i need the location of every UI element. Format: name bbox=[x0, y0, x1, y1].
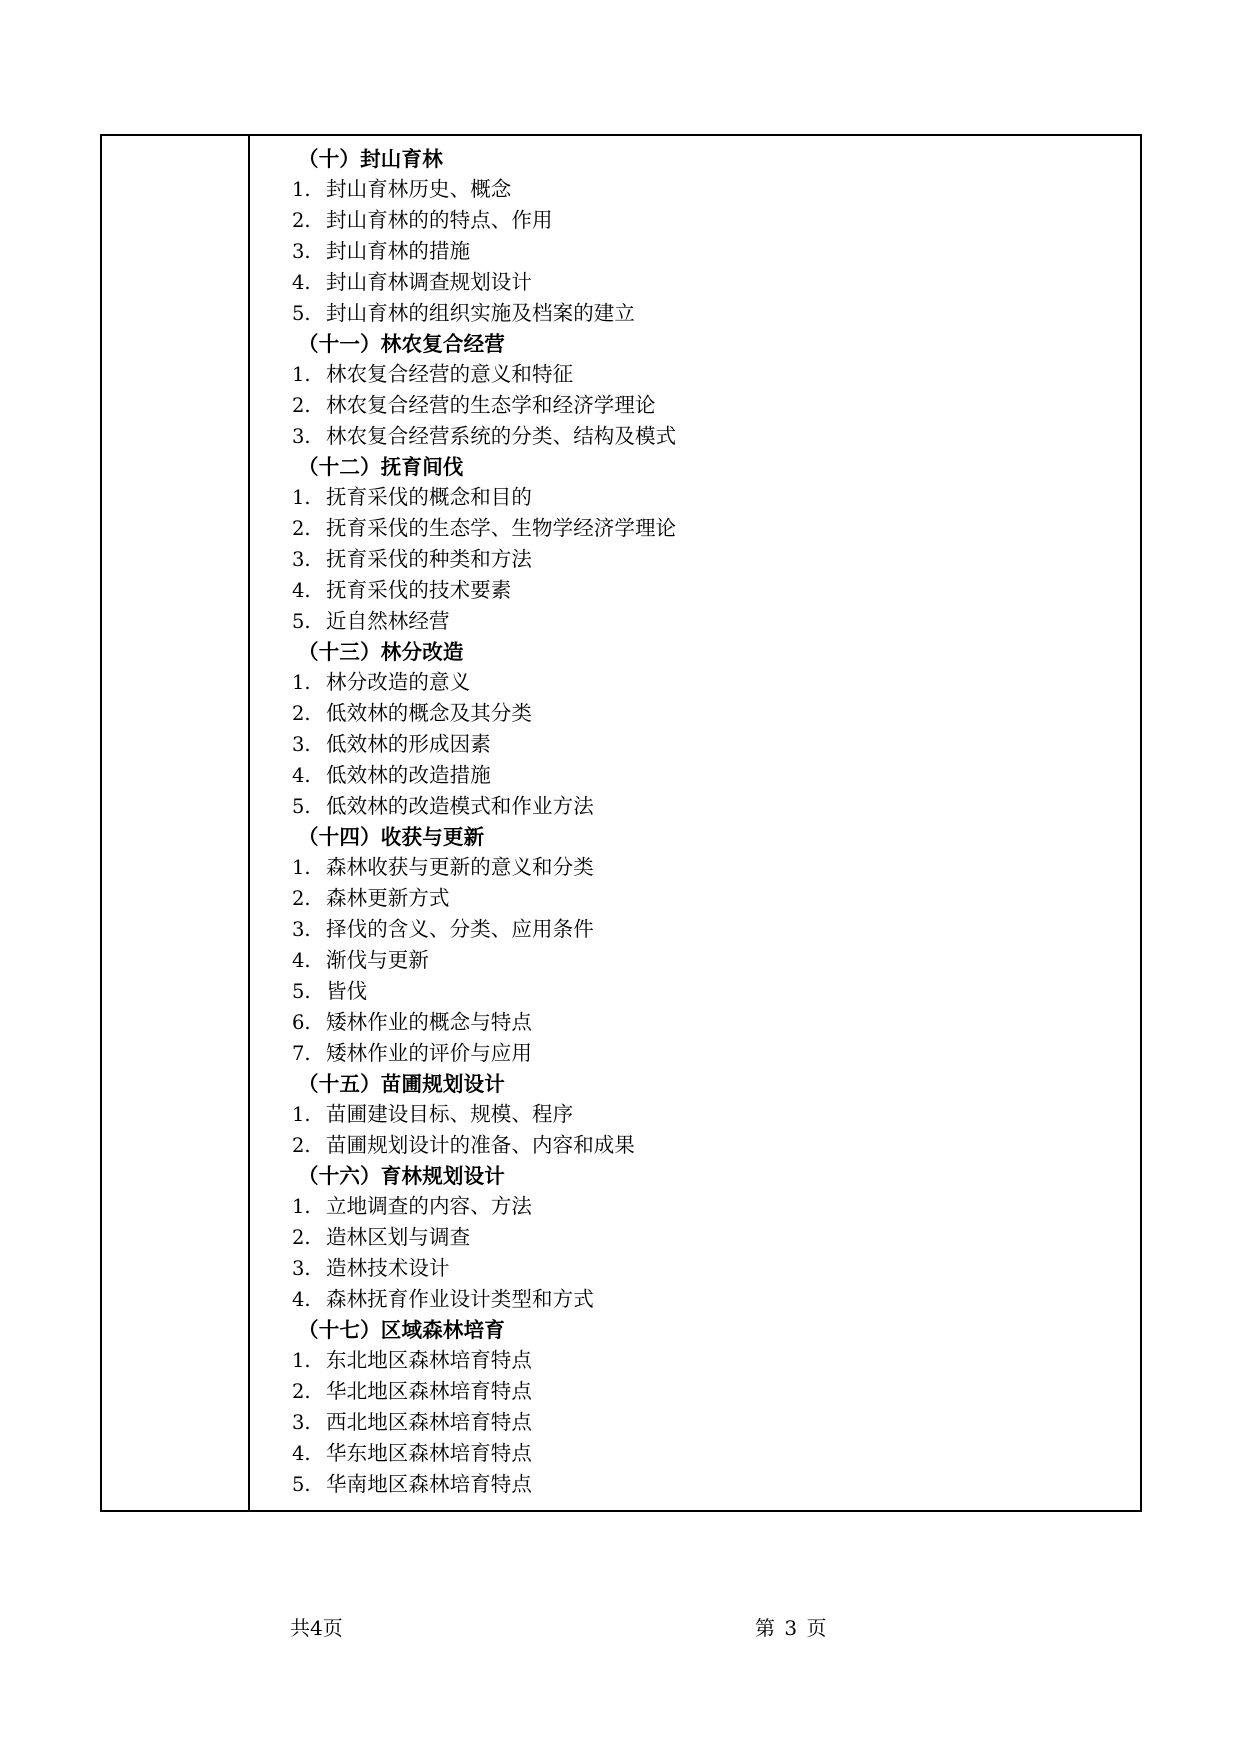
table-row bbox=[101, 135, 1141, 1511]
outline-item bbox=[250, 791, 1140, 822]
outline-item bbox=[250, 1130, 1140, 1161]
outline-item-number: 5. bbox=[292, 1473, 311, 1496]
outline-item-text: 华南地区森林培育特点 bbox=[326, 1472, 532, 1496]
outline-item-text: 林农复合经营的生态学和经济学理论 bbox=[326, 393, 656, 417]
outline-item bbox=[250, 390, 1140, 421]
outline-content-cell bbox=[249, 135, 1141, 1511]
outline-item bbox=[250, 1376, 1140, 1407]
outline-item bbox=[250, 205, 1140, 236]
outline-item-text: 低效林的概念及其分类 bbox=[326, 701, 532, 725]
outline-item-number: 7. bbox=[292, 1042, 311, 1065]
outline-item-number: 5. bbox=[292, 610, 311, 633]
outline-item-text: 林农复合经营的意义和特征 bbox=[326, 362, 574, 386]
outline-item-text: 造林区划与调查 bbox=[326, 1225, 471, 1249]
outline-item bbox=[250, 1222, 1140, 1253]
outline-item bbox=[250, 883, 1140, 914]
outline-item-number: 2. bbox=[292, 209, 311, 232]
outline-item-text: 封山育林的的特点、作用 bbox=[326, 208, 553, 232]
outline-item-number: 6. bbox=[292, 1011, 311, 1034]
outline-item-number: 2. bbox=[292, 702, 311, 725]
outline-item-text: 东北地区森林培育特点 bbox=[326, 1348, 532, 1372]
outline-item-text: 皆伐 bbox=[326, 979, 368, 1003]
outline-item-number: 3. bbox=[292, 425, 311, 448]
outline-item-number: 1. bbox=[292, 1195, 311, 1218]
section-heading: （十五）苗圃规划设计 bbox=[298, 1072, 505, 1096]
outline-item bbox=[250, 1253, 1140, 1284]
outline-item-number: 5. bbox=[292, 795, 311, 818]
outline-item-number: 3. bbox=[292, 733, 311, 756]
outline-item-text: 抚育采伐的概念和目的 bbox=[326, 485, 532, 509]
outline-item-number: 2. bbox=[292, 394, 311, 417]
outline-item-text: 封山育林调查规划设计 bbox=[326, 270, 532, 294]
outline-item-number: 1. bbox=[292, 486, 311, 509]
outline-item-number: 1. bbox=[292, 1103, 311, 1126]
outline-item bbox=[250, 513, 1140, 544]
outline-item-text: 低效林的改造模式和作业方法 bbox=[326, 794, 594, 818]
outline-item bbox=[250, 606, 1140, 637]
outline-item bbox=[250, 359, 1140, 390]
outline-section-list bbox=[250, 144, 1140, 1500]
outline-item-number: 2. bbox=[292, 1380, 311, 1403]
outline-item-number: 1. bbox=[292, 671, 311, 694]
outline-item bbox=[250, 1038, 1140, 1069]
page-footer bbox=[100, 1612, 1140, 1652]
outline-item-number: 1. bbox=[292, 1349, 311, 1372]
outline-item-text: 苗圃建设目标、规模、程序 bbox=[326, 1102, 574, 1126]
outline-item bbox=[250, 1469, 1140, 1500]
outline-item-text: 华北地区森林培育特点 bbox=[326, 1379, 532, 1403]
outline-item-text: 森林更新方式 bbox=[326, 886, 450, 910]
outline-item-number: 2. bbox=[292, 1134, 311, 1157]
outline-item bbox=[250, 298, 1140, 329]
outline-label-cell bbox=[101, 135, 249, 1511]
outline-item-number: 4. bbox=[292, 1288, 311, 1311]
section-heading: （十一）林农复合经营 bbox=[298, 332, 505, 356]
outline-item-text: 森林收获与更新的意义和分类 bbox=[326, 855, 594, 879]
outline-item-number: 3. bbox=[292, 548, 311, 571]
outline-item-number: 2. bbox=[292, 887, 311, 910]
outline-item bbox=[250, 945, 1140, 976]
outline-item-text: 矮林作业的评价与应用 bbox=[326, 1041, 532, 1065]
outline-item bbox=[250, 1407, 1140, 1438]
outline-item bbox=[250, 1438, 1140, 1469]
outline-item-text: 封山育林的措施 bbox=[326, 239, 471, 263]
outline-item-text: 封山育林的组织实施及档案的建立 bbox=[326, 301, 635, 325]
outline-item-number: 3. bbox=[292, 918, 311, 941]
outline-item bbox=[250, 698, 1140, 729]
outline-item-number: 4. bbox=[292, 271, 311, 294]
outline-item-text: 森林抚育作业设计类型和方式 bbox=[326, 1287, 594, 1311]
footer-current-page: 第 3 页 bbox=[755, 1616, 828, 1640]
outline-item-text: 林农复合经营系统的分类、结构及模式 bbox=[326, 424, 677, 448]
section-heading: （十六）育林规划设计 bbox=[298, 1164, 505, 1188]
outline-item-text: 造林技术设计 bbox=[326, 1256, 450, 1280]
outline-item-text: 西北地区森林培育特点 bbox=[326, 1410, 532, 1434]
outline-item-number: 5. bbox=[292, 980, 311, 1003]
outline-item bbox=[250, 760, 1140, 791]
outline-item bbox=[250, 1284, 1140, 1315]
outline-item bbox=[250, 976, 1140, 1007]
section-heading: （十四）收获与更新 bbox=[298, 825, 485, 849]
outline-item-number: 2. bbox=[292, 517, 311, 540]
outline-item-number: 4. bbox=[292, 949, 311, 972]
outline-item bbox=[250, 729, 1140, 760]
outline-item-number: 1. bbox=[292, 856, 311, 879]
outline-item-text: 抚育采伐的种类和方法 bbox=[326, 547, 532, 571]
outline-item-text: 近自然林经营 bbox=[326, 609, 450, 633]
outline-item bbox=[250, 236, 1140, 267]
outline-item bbox=[250, 914, 1140, 945]
outline-item-text: 择伐的含义、分类、应用条件 bbox=[326, 917, 594, 941]
outline-item bbox=[250, 174, 1140, 205]
outline-item-text: 苗圃规划设计的准备、内容和成果 bbox=[326, 1133, 635, 1157]
outline-item bbox=[250, 1345, 1140, 1376]
outline-item bbox=[250, 267, 1140, 298]
outline-item-text: 立地调查的内容、方法 bbox=[326, 1194, 532, 1218]
outline-item bbox=[250, 852, 1140, 883]
outline-item-text: 矮林作业的概念与特点 bbox=[326, 1010, 532, 1034]
outline-item-number: 1. bbox=[292, 178, 311, 201]
section-heading: （十三）林分改造 bbox=[298, 640, 464, 664]
section-heading: （十七）区域森林培育 bbox=[298, 1318, 505, 1342]
outline-item-text: 低效林的形成因素 bbox=[326, 732, 491, 756]
outline-item bbox=[250, 1099, 1140, 1130]
outline-item bbox=[250, 575, 1140, 606]
outline-item bbox=[250, 667, 1140, 698]
outline-item-text: 林分改造的意义 bbox=[326, 670, 471, 694]
outline-item-number: 1. bbox=[292, 363, 311, 386]
outline-item bbox=[250, 1191, 1140, 1222]
outline-item-number: 4. bbox=[292, 579, 311, 602]
outline-item bbox=[250, 1007, 1140, 1038]
outline-item-number: 4. bbox=[292, 764, 311, 787]
outline-item-number: 3. bbox=[292, 1257, 311, 1280]
outline-item-number: 2. bbox=[292, 1226, 311, 1249]
outline-item-text: 抚育采伐的生态学、生物学经济学理论 bbox=[326, 516, 677, 540]
outline-item bbox=[250, 544, 1140, 575]
outline-item-number: 4. bbox=[292, 1442, 311, 1465]
outline-item-text: 抚育采伐的技术要素 bbox=[326, 578, 512, 602]
outline-item-text: 华东地区森林培育特点 bbox=[326, 1441, 532, 1465]
outline-item-number: 5. bbox=[292, 302, 311, 325]
section-heading: （十）封山育林 bbox=[298, 147, 443, 171]
outline-item-number: 3. bbox=[292, 240, 311, 263]
outline-item-text: 封山育林历史、概念 bbox=[326, 177, 512, 201]
footer-total-pages: 共4页 bbox=[290, 1616, 343, 1640]
syllabus-outline-table bbox=[100, 134, 1142, 1512]
outline-item bbox=[250, 482, 1140, 513]
outline-item-text: 渐伐与更新 bbox=[326, 948, 429, 972]
outline-item-number: 3. bbox=[292, 1411, 311, 1434]
outline-item bbox=[250, 421, 1140, 452]
section-heading: （十二）抚育间伐 bbox=[298, 455, 464, 479]
outline-item-text: 低效林的改造措施 bbox=[326, 763, 491, 787]
